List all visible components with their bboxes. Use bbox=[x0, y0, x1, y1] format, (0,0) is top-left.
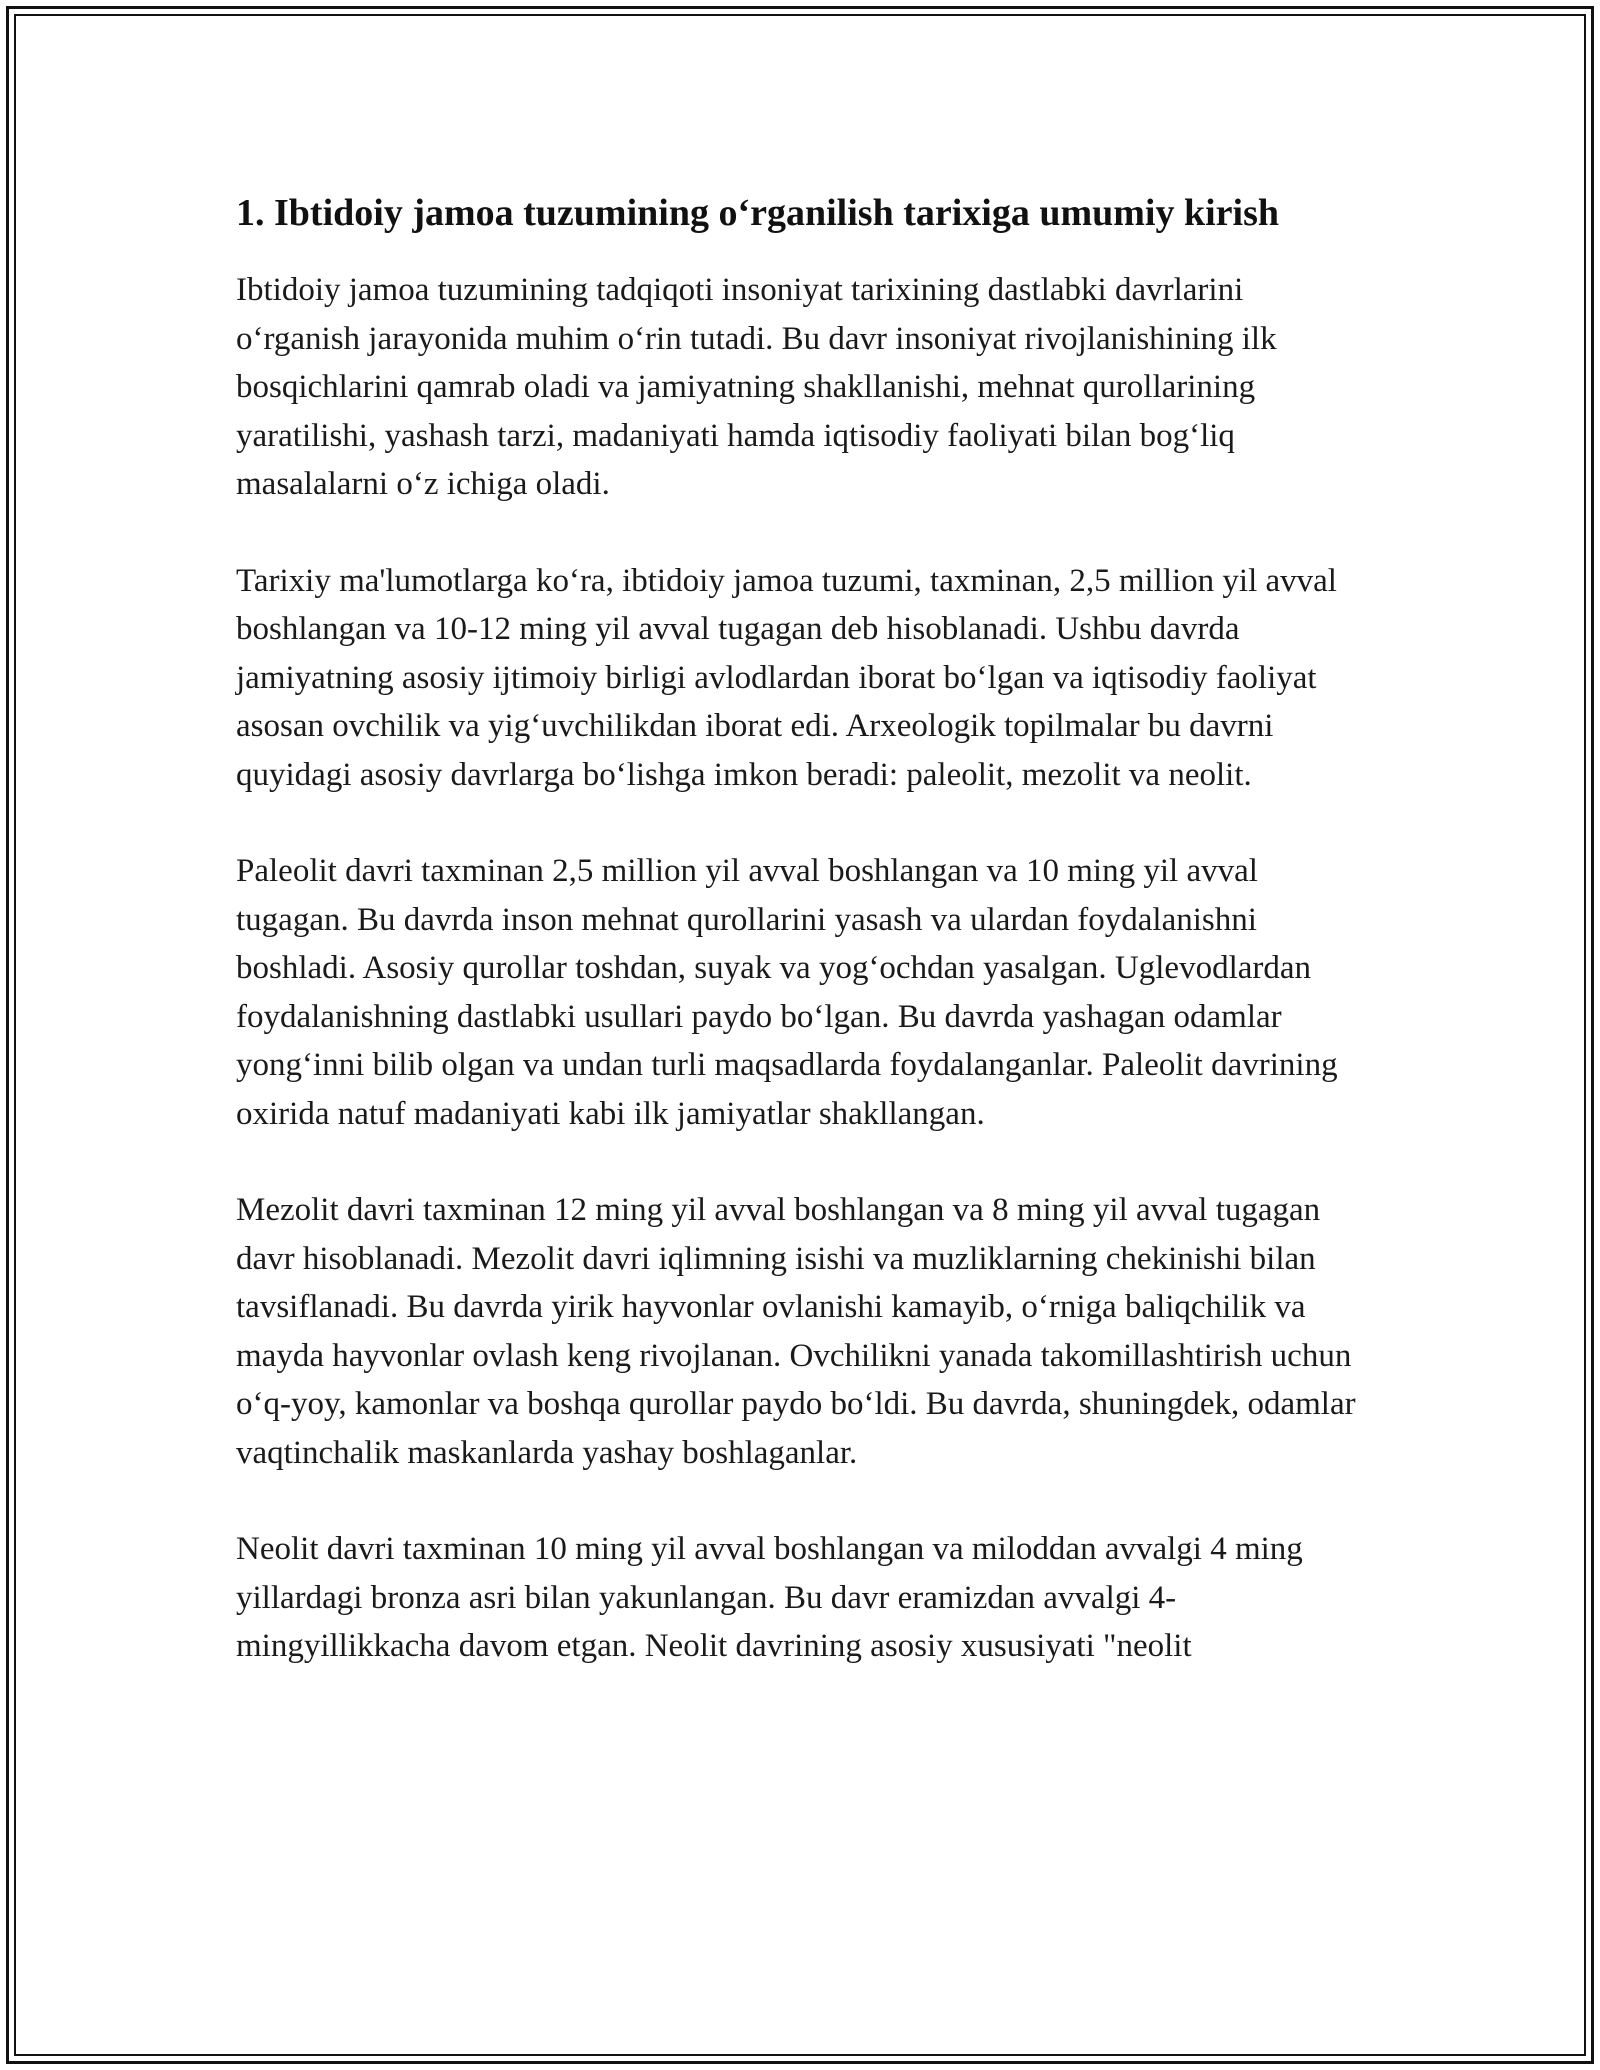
paragraph-paleolithic: Paleolit davri taxminan 2,5 million yil avval boshlangan va 10 ming yil avval tugagan. Bu davrda inson mehnat qurollarini yasash va ulardan foydalanishni boshladi. Asosiy qurollar toshdan, suyak va yog‘ochdan yasalgan. Uglevodlardan foydalanishning dastlabki usullari paydo bo‘lgan. Bu davrda yashagan odamlar yong‘inni bilib olgan va undan turli maqsadlarda foydalanganlar. Paleolit davrining oxirida natuf madaniyati kabi ilk jamiyatlar shakllangan. bbox=[236, 853, 1338, 1132]
document-body bbox=[236, 186, 1366, 1719]
paragraph-mesolithic: Mezolit davri taxminan 12 ming yil avval boshlangan va 8 ming yil avval tugagan davr hisoblanadi. Mezolit davri iqlimning isishi va muzliklarning chekinishi bilan tavsiflanadi. Bu davrda yirik hayvonlar ovlanishi kamayib, o‘rniga baliqchilik va mayda hayvonlar ovlash keng rivojlanan. Ovchilikni yanada takomillashtirish uchun o‘q-yoy, kamonlar va boshqa qurollar paydo bo‘ldi. Bu davrda, shuningdek, odamlar vaqtinchalik maskanlarda yashay boshlaganlar. bbox=[236, 1192, 1356, 1471]
paragraph-neolithic: Neolit davri taxminan 10 ming yil avval boshlangan va miloddan avvalgi 4 ming yillardagi bronza asri bilan yakunlangan. Bu davr eramizdan avvalgi 4-mingyillikkacha davom etgan. Neolit davrining asosiy xususiyati "neolit bbox=[236, 1531, 1303, 1664]
paragraph-chronology: Tarixiy ma'lumotlarga ko‘ra, ibtidoiy jamoa tuzumi, taxminan, 2,5 million yil avval boshlangan va 10-12 ming yil avval tugagan deb hisoblanadi. Ushbu davrda jamiyatning asosiy ijtimoiy birligi avlodlardan iborat bo‘lgan va iqtisodiy faoliyat asosan ovchilik va yig‘uvchilikdan iborat edi. Arxeologik topilmalar bu davrni quyidagi asosiy davrlarga bo‘lishga imkon beradi: paleolit, mezolit va neolit. bbox=[236, 562, 1337, 793]
section-heading: 1. Ibtidoiy jamoa tuzumining o‘rganilish tarixiga umumiy kirish bbox=[236, 192, 1280, 234]
paragraph-intro: Ibtidoiy jamoa tuzumining tadqiqoti insoniyat tarixining dastlabki davrlarini o‘rganish jarayonida muhim o‘rin tutadi. Bu davr insoniyat rivojlanishining ilk bosqichlarini qamrab oladi va jamiyatning shakllanishi, mehnat qurollarining yaratilishi, yashash tarzi, madaniyati hamda iqtisodiy faoliyati bilan bog‘liq masalalarni o‘z ichiga oladi. bbox=[236, 272, 1277, 502]
